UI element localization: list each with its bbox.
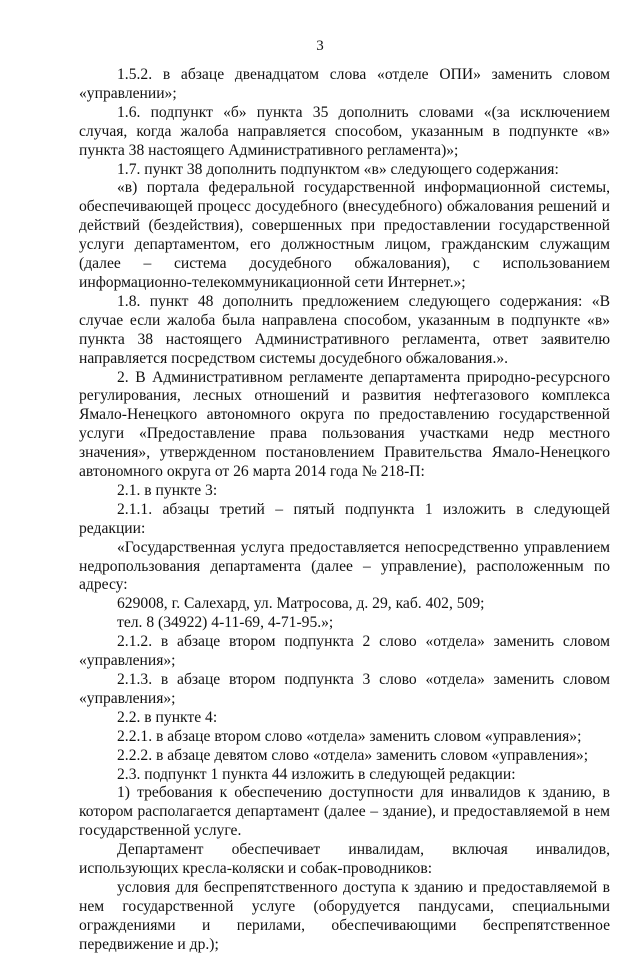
paragraph-1-8: 1.8. пункт 48 дополнить предложением следующего содержания: «В случае если жалоба была направлена способом, указанным в подпункте «в» пункта 38 настоящего Административного регламента, ответ заявителю направляется посредством системы досудебного обжалования.». [79,292,610,367]
paragraph-2-3: 2.3. подпункт 1 пункта 44 изложить в следующей редакции: [117,765,516,783]
paragraph-phone: тел. 8 (34922) 4-11-69, 4-71-95.»; [117,614,334,632]
paragraph-2: 2. В Административном регламенте департамента природно-ресурсного регулирования, лесных отношений и развития нефтегазового комплекса Ямало-Ненецкого автономного округа по предоставлению государственной услуги «Предоставление права пользования участками недр местного значения», утвержденном постановлением Правительства Ямало-Ненецкого автономного округа от 26 марта 2014 года № 218-П: [79,368,610,481]
paragraph-1-6: 1.6. подпункт «б» пункта 35 дополнить словами «(за исключением случая, когда жалоба направляется способом, указанным в подпункте «в» пункта 38 настоящего Административного регламента)»; [79,103,610,159]
paragraph-access-conditions: условия для беспрепятственного доступа к зданию и предоставляемой в нем государственной услуге (оборудуется пандусами, специальными ограждениями и перилами, обеспечивающими беспрепятственное передвижение и др.); [79,878,610,953]
paragraph-2-1-1: 2.1.1. абзацы третий – пятый подпункта 1 изложить в следующей редакции: [79,500,610,537]
paragraph-2-2-2: 2.2.2. в абзаце девятом слово «отдела» заменить словом «управления»; [117,746,589,764]
paragraph-2-1: 2.1. в пункте 3: [117,481,218,499]
paragraph-2-1-3: 2.1.3. в абзаце втором подпункта 3 слово «отдела» заменить словом «управления»; [79,671,610,707]
paragraph-2-2-1: 2.2.1. в абзаце втором слово «отдела» заменить словом «управления»; [117,727,582,745]
paragraph-department: Департамент обеспечивает инвалидам, включая инвалидов, использующих кресла-коляски и собак-проводников: [79,841,610,878]
paragraph-2-2: 2.2. в пункте 4: [117,708,218,726]
paragraph-1-7: 1.7. пункт 38 дополнить подпунктом «в» следующего содержания: [117,160,559,178]
paragraph-1-7-quote: «в) портала федеральной государственной информационной системы, обеспечивающей процесс досудебного (внесудебного) обжалования решений и действий (бездействия), совершенных при предоставлении государственной услуги департаментом, его должностным лицом, гражданским служащим (далее – система досудебного обжалования), с использованием информационно-телекоммуникационной сети Интернет.»; [79,179,610,291]
paragraph-2-3-1: 1) требования к обеспечению доступности для инвалидов к зданию, в котором располагается департамент (далее – здание), и предоставляемой в нем государственной услуге. [79,784,610,840]
paragraph-2-1-2: 2.1.2. в абзаце втором подпункта 2 слово «отдела» заменить словом «управления»; [79,633,610,670]
document-body [79,66,610,955]
paragraph-address: 629008, г. Салехард, ул. Матросова, д. 29, каб. 402, 509; [117,595,485,613]
paragraph-1-5-2: 1.5.2. в абзаце двенадцатом слова «отделе ОПИ» заменить словом «управлении»; [79,66,610,102]
paragraph-2-1-1-quote: «Государственная услуга предоставляется непосредственно управлением недропользования департамента (далее – управление), расположенным по адресу: [79,538,610,594]
page-number: 3 [316,38,324,54]
